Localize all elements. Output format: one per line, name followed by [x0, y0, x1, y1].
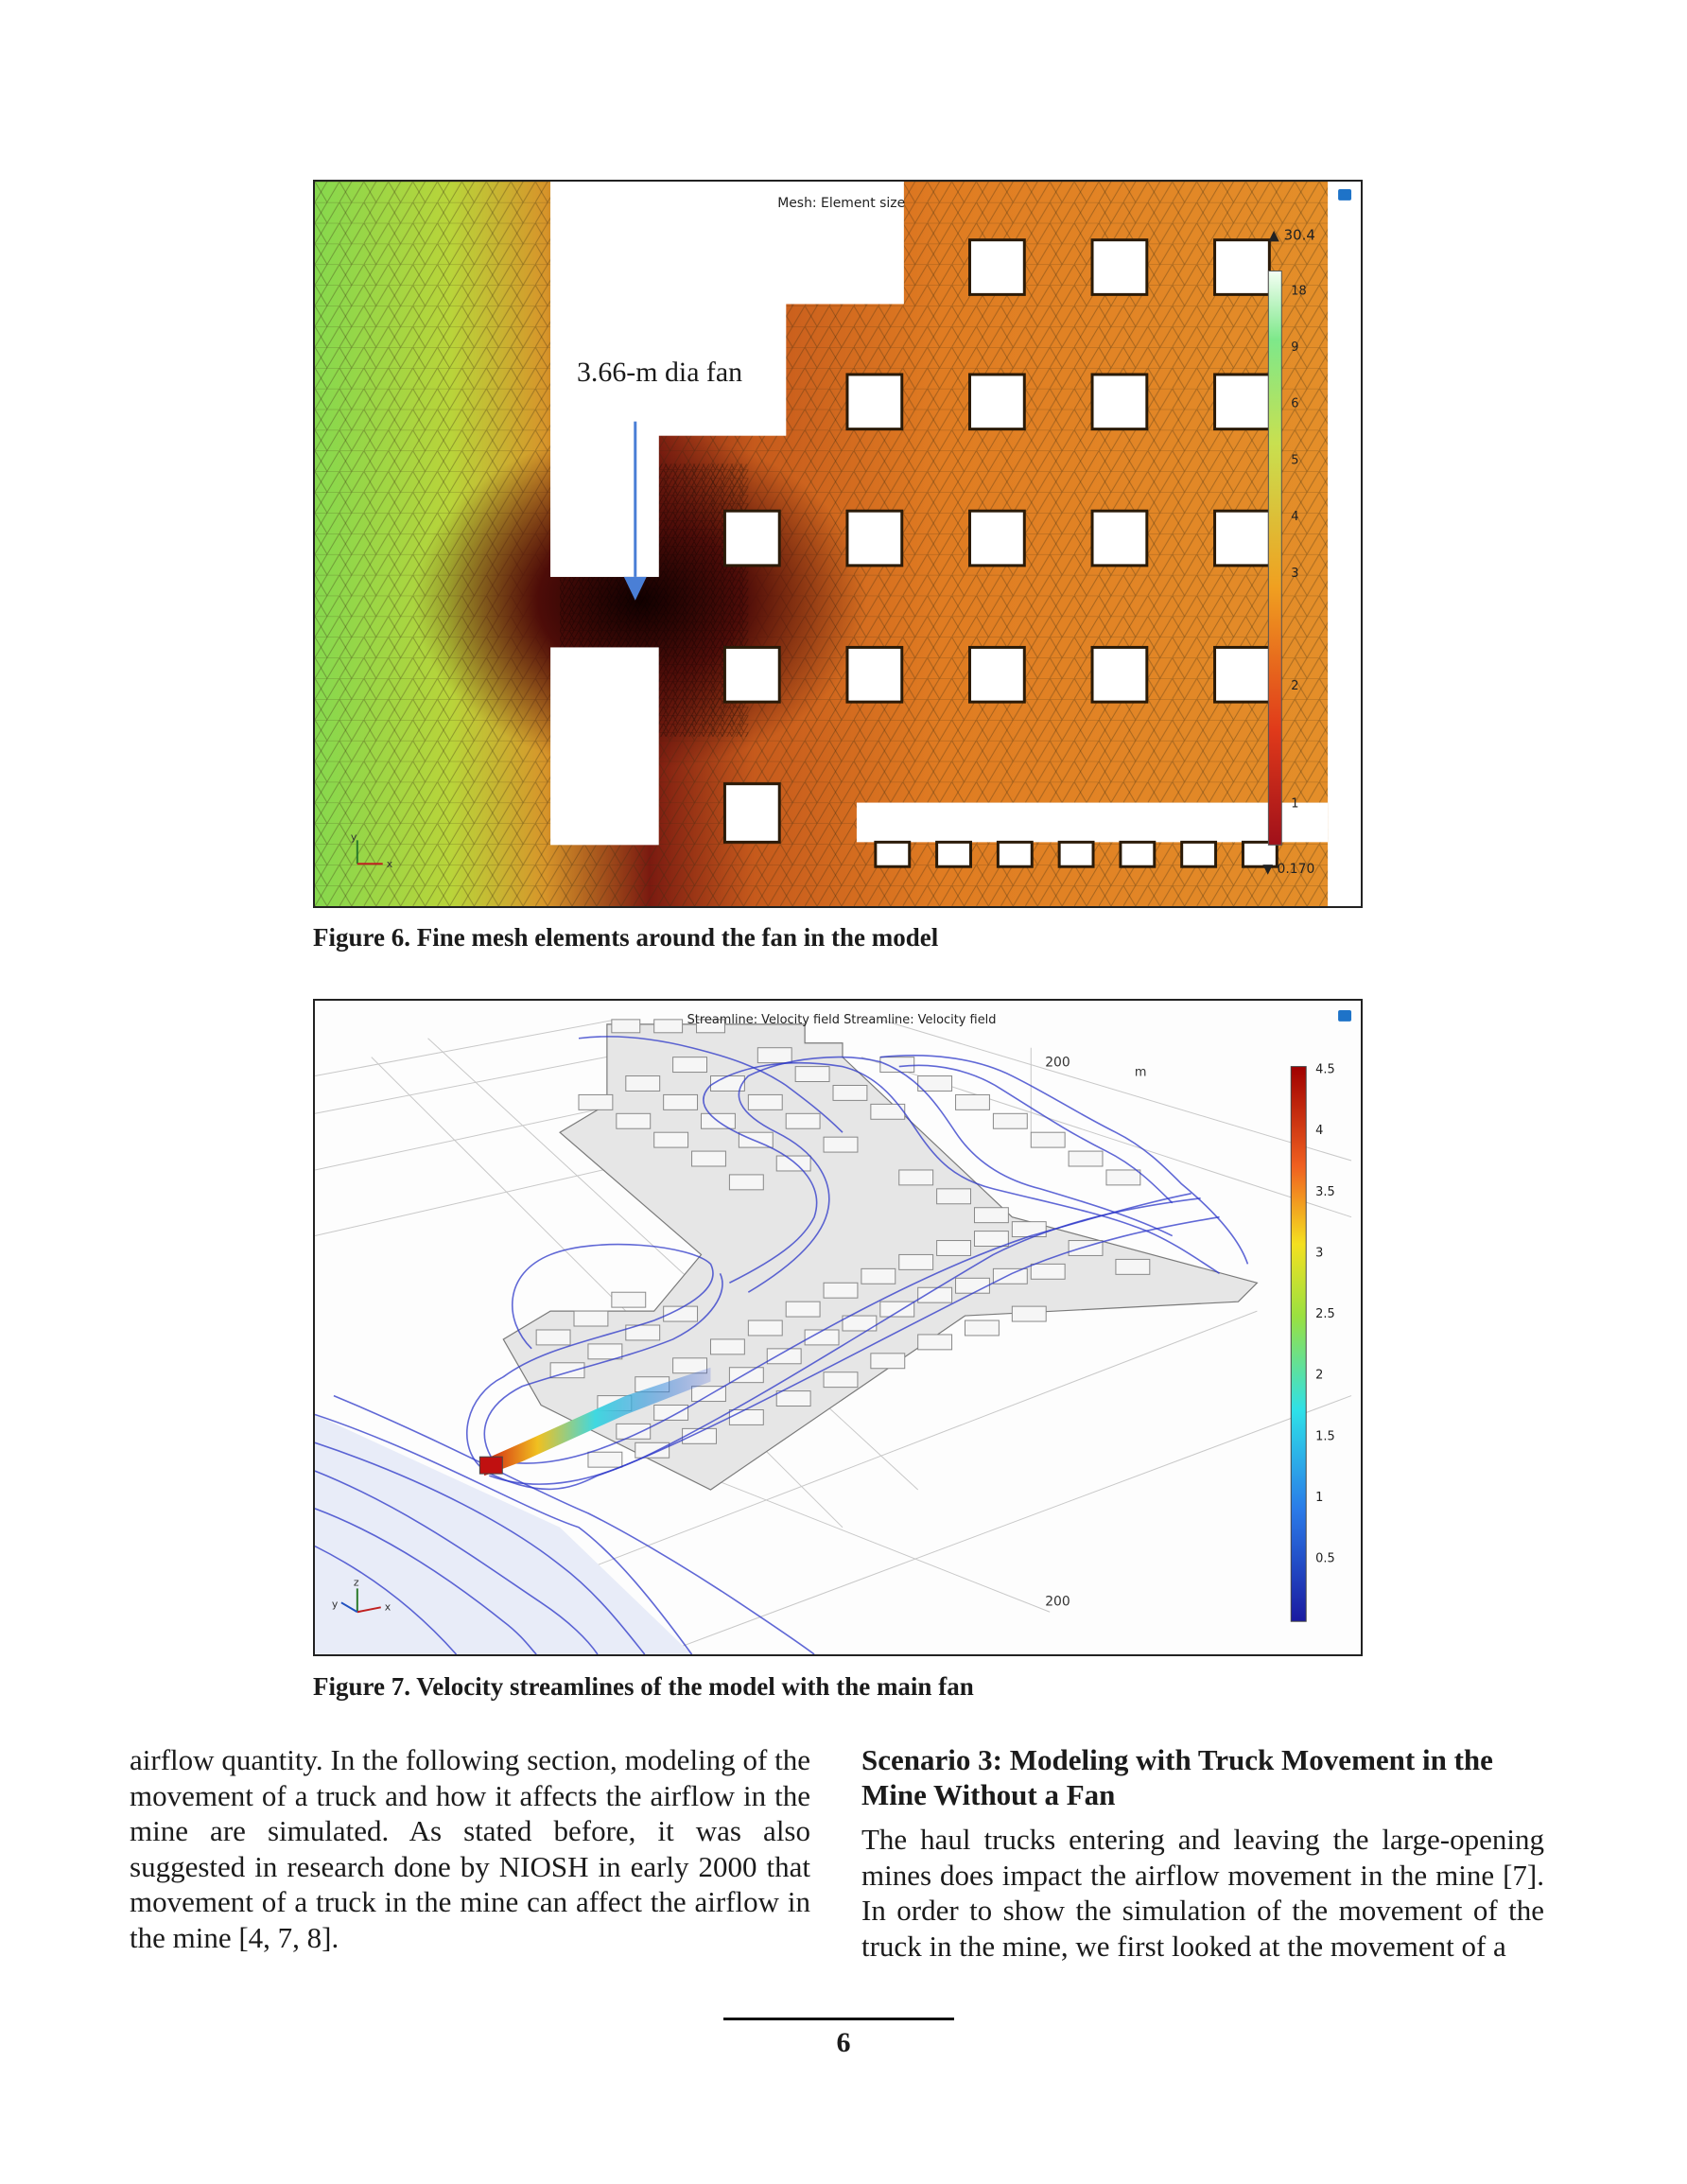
colorbar-max-label: ▲ 30.4	[1268, 226, 1315, 244]
x-axis-label: x	[386, 858, 393, 871]
section-heading: Scenario 3: Modeling with Truck Movement in the Mine Without a Fan	[861, 1743, 1493, 1811]
colorbar-tick: 2.5	[1315, 1307, 1335, 1322]
colorbar	[1291, 1067, 1306, 1622]
streamline-plot	[315, 1001, 1361, 1654]
fan-annotation: 3.66-m dia fan	[576, 356, 743, 388]
colorbar-tick: 1	[1291, 796, 1299, 812]
colorbar-tick: 4	[1315, 1124, 1324, 1139]
colorbar-tick: 1	[1315, 1490, 1324, 1505]
colorbar	[1268, 271, 1281, 846]
colorbar-tick: 3.5	[1315, 1184, 1335, 1199]
colorbar-min-label: ▼ 0.170	[1262, 862, 1315, 878]
colorbar-tick: 3	[1315, 1246, 1324, 1261]
y-axis-label: y	[331, 1598, 339, 1611]
colorbar-tick: 4	[1291, 510, 1299, 525]
colorbar-tick: 2	[1315, 1368, 1324, 1383]
colorbar-tick: 3	[1291, 566, 1299, 581]
axis-tick-bottom: 200	[1045, 1594, 1070, 1610]
panel-title: Streamline: Velocity field Streamline: Velocity field	[687, 1012, 997, 1027]
z-axis-label: z	[353, 1576, 359, 1589]
right-column	[861, 1742, 1544, 1964]
colorbar-tick: 9	[1291, 341, 1299, 356]
colorbar-tick: 6	[1291, 396, 1299, 411]
x-axis-label: x	[384, 1600, 391, 1614]
mesh-plot	[315, 182, 1361, 906]
body-paragraph: The haul trucks entering and leaving the large-opening mines does impact the airflow movement in the mine [7]. In order to show the simulation of the movement of the truck in the mine, we first looked at the movement of a	[861, 1823, 1544, 1963]
window-icon	[1338, 1010, 1351, 1022]
colorbar-tick: 18	[1291, 284, 1307, 299]
figure-6-mesh-image	[313, 180, 1363, 908]
y-axis-label: y	[350, 830, 357, 844]
colorbar-tick: 2	[1291, 679, 1299, 694]
colorbar-tick: 5	[1291, 453, 1299, 468]
figure-6-caption: Figure 6. Fine mesh elements around the fan in the model	[313, 923, 939, 952]
colorbar-tick: 1.5	[1315, 1429, 1335, 1444]
fan-icon	[479, 1457, 502, 1474]
window-icon	[1338, 189, 1351, 201]
colorbar-tick: 4.5	[1315, 1062, 1335, 1077]
figure-7-caption: Figure 7. Velocity streamlines of the model with the main fan	[313, 1672, 974, 1701]
lower-void	[550, 647, 659, 845]
axis-tick-top: 200	[1045, 1055, 1070, 1071]
axis-unit: m	[1134, 1065, 1147, 1080]
panel-title: Mesh: Element size	[777, 195, 906, 211]
footer-rule	[723, 2018, 954, 2020]
page-number: 6	[836, 2027, 851, 2058]
figure-7-streamlines-image	[313, 999, 1363, 1656]
lower-entry-void	[857, 803, 1328, 843]
colorbar-tick: 0.5	[1315, 1551, 1335, 1566]
left-column	[130, 1742, 810, 1955]
body-paragraph: airflow quantity. In the following section, modeling of the movement of a truck and how it affects the airflow in the mine are simulated. As stated before, it was also suggested in research done by NIOSH in early 2000 that movement of a truck in the mine can affect the airflow in the mine [4, 7, 8].	[130, 1743, 810, 1954]
